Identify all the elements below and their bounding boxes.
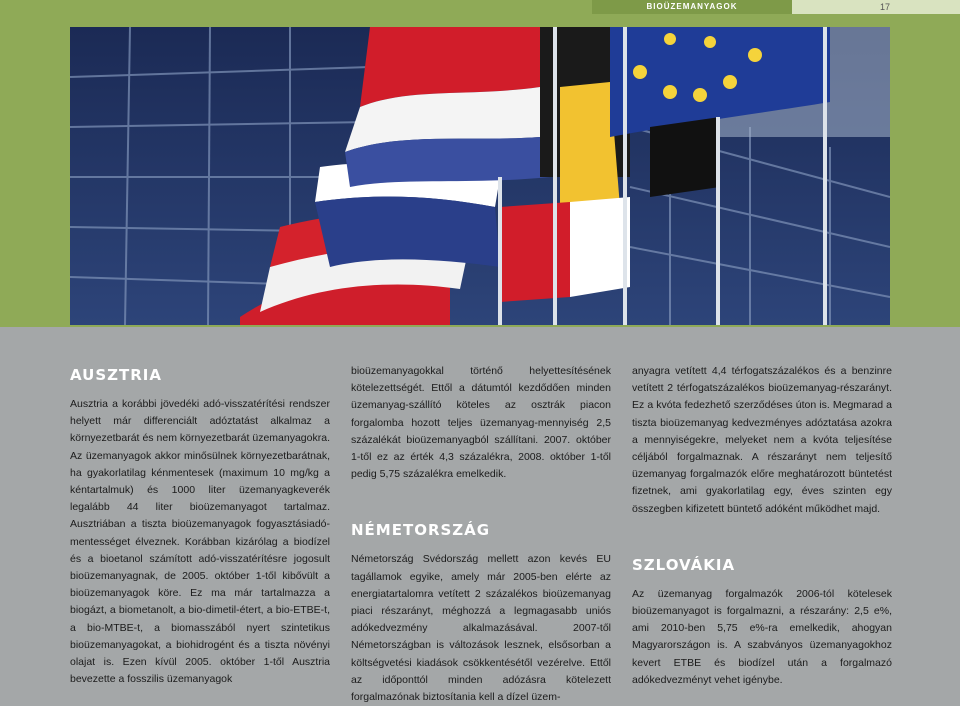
running-header (592, 0, 960, 14)
flags-photo (70, 27, 890, 325)
section-title-austria: AUSZTRIA (70, 366, 162, 384)
slovakia-text: Az üzemanyag forgalmazók 2006-tól kötelesek bioüzemanyagot is forgalmazni, a részarány: 2,5 e%, ami 2010-ben 5,75 e%-ra emelkedik, ahogyan Magyarországon is. A szabványos üzemanyagokhoz kevert ETBE és biodízel után a forgalmazó adókedvezményt vehet igénybe. (632, 587, 892, 686)
section-title-germany: NÉMETORSZÁG (351, 521, 491, 540)
germany-text: Németország Svédország mellett azon kevés EU tagállamok egyike, amely már 2005-ben elérte az energiatartalomra vetített 2 százalékos bioüzemanyag piaci részarányt, méghozzá a legmagasabb uniós adókedvezmény alkalmazásával. 2007-től Németországban is változások lesznek, elsősorban a költségvetési kiadások csökkentésétől vezérelve. Ettől az időponttól minden adózásra kötelezett forgalmazónak biztosítania kell a dízel üzem- (351, 553, 611, 704)
austria-text: Ausztria a korábbi jövedéki adó-visszatérítési rendszer helyett már differenciált adóztatást alkalmaz a környezetbarát és nem környezetbarát üzemanyagokra. Az üzemanyagok akkor minősülnek környezetbarátnak, ha gyakorlatilag kénmentesek (maximum 10 mg/kg a kéntartalmuk) és 1000 liter üzemanyagkeverék legalább 44 liter bioüzemanyagot tartalmaz. Ausztriában a tiszta bioüzemanyagok fogyasztásiadó-mentességet élveznek. Korábban kizárólag a biodízel és a bioetanol számított adó-visszatérítésre jogosult bioüzemanyagnak, de 2005. október 1-től kibővült a bioüzemanyagok köre. Ez ma már tartalmazza a biogázt, a biometanolt, a bio-dimetil-étert, a bio-ETBE-t, a bio-MTBE-t, a biomasszából nyert szintetikus bioüzemanyagokat, a biohidrogént és a tiszta növényi olajat is. Ezen kívül 2005. október 1-től Ausztria bevezette a fosszilis üzemanyagok (70, 398, 330, 686)
section-label: BIOÜZEMANYAGOK (592, 0, 792, 14)
section-title-slovakia: SZLOVÁKIA (632, 555, 736, 574)
column-3 (632, 327, 892, 689)
column-2 (351, 327, 611, 706)
page-number: 17 (879, 2, 890, 12)
column-1 (70, 327, 330, 688)
germany-text-continued: anyagra vetített 4,4 térfogatszázalékos és a benzinre vetített 2 térfogatszázalékos bioüzemanyag-részarányt. Ez a kvóta fedezhető szerződéses úton is. Megmarad a tiszta bioüzemanyag kedvezményes adóztatása azokra a mennyiségekre, melyeket nem a kvóta teljesítése céljából forgalmaznak. A részarányt nem teljesítő üzemanyag forgalmazók előre meghatározott büntetést fizetnek, ami gyakorlatilag egy, éves szinten egy összegben kifizetett büntető adóként működhet majd. (632, 365, 892, 515)
austria-text-continued: bioüzemanyagokkal történő helyettesítésének kötelezettségét. Ettől a dátumtól kezdődően minden üzemanyag-szállító köteles az osztrák piacon forgalomba hozott teljes üzemanyag-mennyiség 2,5 százalékát bioüzemanyagból szállítani. 2007. október 1-től ez az érték 4,3 százalékra, 2008. október 1-től pedig 5,75 százalékra emelkedik. (351, 365, 611, 481)
article-body (0, 327, 960, 704)
